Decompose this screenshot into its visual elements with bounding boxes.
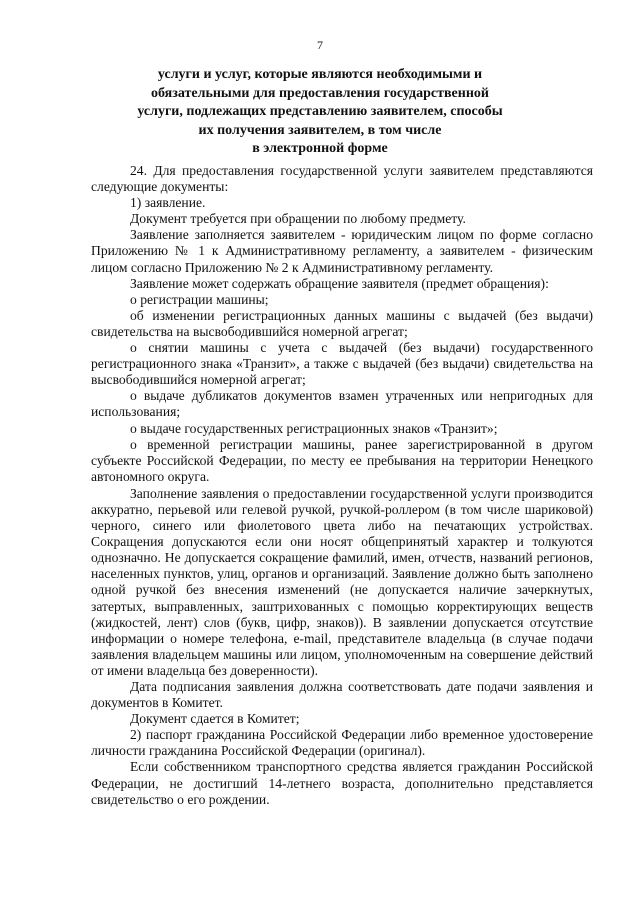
heading-line: услуги и услуг, которые являются необходимыми и [157, 67, 483, 82]
heading-line: в электронной форме [252, 141, 388, 156]
heading-line: услуги, подлежащих представлению заявителем, способы [137, 104, 503, 119]
list-item: о регистрации машины; [130, 291, 269, 307]
section-heading [120, 66, 520, 159]
list-item: о снятии машины с учета с выдачей (без выдачи) государственного регистрационного знака «Транзит», а также с выдачей (без выдачи) свидетельства на высвободившийся номерной агрегат; [91, 340, 593, 388]
paragraph-required-note: Документ требуется при обращении по любому предмету. [130, 211, 466, 227]
paragraph-submission: Документ сдается в Комитет; [130, 711, 300, 727]
paragraph-item-24: 24. Для предоставления государственной услуги заявителем представляются следующие документы: [91, 163, 593, 195]
paragraph-application: 1) заявление. [130, 195, 206, 211]
document-body [91, 163, 593, 808]
heading-line: их получения заявителем, в том числе [198, 122, 442, 138]
list-item: о выдаче дубликатов документов взамен утраченных или непригодных для использования; [91, 388, 593, 420]
paragraph-request-subject: Заявление может содержать обращение заявителя (предмет обращения): [130, 275, 549, 291]
list-item: об изменении регистрационных данных машины с выдачей (без выдачи) свидетельства на высвободившийся номерной агрегат; [91, 307, 593, 339]
paragraph-minor-owner: Если собственником транспортного средства является гражданин Российской Федерации, не достигший 14-летнего возраста, дополнительно представляется свидетельство о его рождении. [91, 759, 593, 807]
list-item: о временной регистрации машины, ранее зарегистрированной в другом субъекте Российской Федерации, по месту ее пребывания на территории Ненецкого автономного округа. [91, 436, 593, 484]
list-item: о выдаче государственных регистрационных знаков «Транзит»; [130, 420, 498, 436]
paragraph-passport: 2) паспорт гражданина Российской Федерации либо временное удостоверение личности гражданина Российской Федерации (оригинал). [91, 727, 593, 759]
heading-line: обязательными для предоставления государственной [151, 85, 489, 101]
paragraph-filling-rules: Заполнение заявления о предоставлении государственной услуги производится аккуратно, перьевой или гелевой ручкой, ручкой-роллером (в том числе шариковой) черного, синего или фиолетового цвета либо на печатающих устройствах. Сокращения допускаются если они носят общепринятый характер и толкуются однозначно. Не допускается сокращение фамилий, имен, отчеств, названий регионов, населенных пунктов, улиц, органов и организаций. Заявление должно быть заполнено одной ручкой без внесения изменений (не допускается наличие зачеркнутых, затертых, выправленных, заштрихованных с помощью корректирующих веществ (жидкостей, лент) слов (букв, цифр, знаков)). В заявлении допускается отсутствие информации о номере телефона, e-mail, представителе владельца (в случае подачи заявления владельцем машины или лицом, уполномоченным на совершение действий от имени владельца без доверенности). [91, 485, 593, 678]
paragraph-form-filling: Заявление заполняется заявителем - юридическим лицом по форме согласно Приложению № 1 к Административному регламенту, а заявителем - физическим лицом согласно Приложению № 2 к Административному регламенту. [91, 227, 593, 275]
page-number: 7 [317, 38, 323, 52]
paragraph-signing-date: Дата подписания заявления должна соответствовать дате подачи заявления и документов в Комитет. [91, 679, 593, 711]
